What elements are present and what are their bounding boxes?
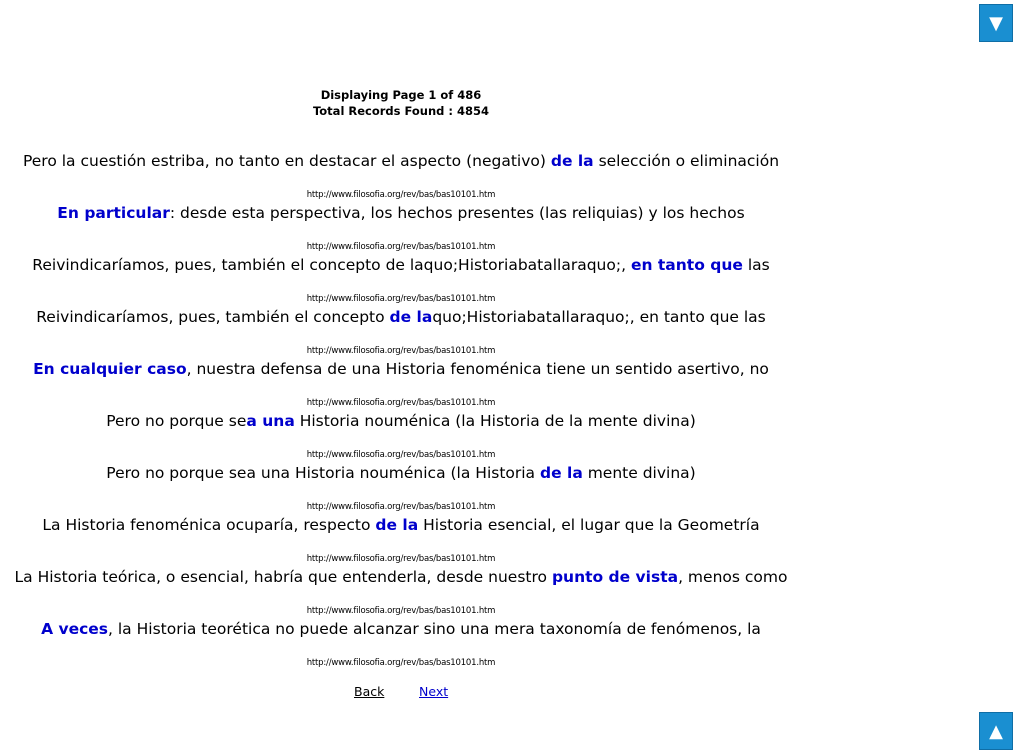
sentence-text: selección o eliminación	[593, 152, 780, 170]
result-source-url: http://www.filosofia.org/rev/bas/bas10101.htm	[306, 502, 496, 512]
sentence-text: La Historia fenoménica ocuparía, respecto	[42, 516, 376, 534]
scroll-down-button[interactable]	[979, 4, 1013, 42]
result-source-url: http://www.filosofia.org/rev/bas/bas10101.htm	[306, 606, 496, 616]
sentence-text: : desde esta perspectiva, los hechos presentes (las reliquias) y los hechos	[169, 204, 745, 222]
result-source-url: http://www.filosofia.org/rev/bas/bas10101.htm	[306, 346, 496, 356]
paging-status: Displaying Page 1 of 486	[320, 88, 482, 102]
sentence-text: , nuestra defensa de una Historia fenoménica tiene un sentido asertivo, no	[186, 360, 769, 378]
sentence-text: las	[742, 256, 770, 274]
triangle-down-icon: ▼	[989, 12, 1003, 34]
result-source-url: http://www.filosofia.org/rev/bas/bas10101.htm	[306, 658, 496, 668]
result-sentence	[0, 255, 802, 275]
result-source-url: http://www.filosofia.org/rev/bas/bas10101.htm	[306, 242, 496, 252]
total-records: Total Records Found : 4854	[312, 104, 490, 118]
search-term-highlight: A veces	[41, 620, 109, 638]
result-source-url: http://www.filosofia.org/rev/bas/bas10101.htm	[306, 294, 496, 304]
result-sentence	[0, 515, 802, 535]
search-term-highlight: de la	[550, 152, 594, 170]
search-term-highlight: de la	[375, 516, 419, 534]
result-sentence	[0, 411, 802, 431]
result-sentence	[0, 619, 802, 639]
search-term-highlight: punto de vista	[551, 568, 679, 586]
scroll-up-button[interactable]	[979, 712, 1013, 750]
result-sentence	[0, 151, 802, 171]
result-sentence	[0, 203, 802, 223]
sentence-text: Pero no porque sea una Historia nouménica (la Historia	[106, 464, 540, 482]
result-sentence	[0, 463, 802, 483]
back-link[interactable]: Back	[354, 684, 385, 699]
search-term-highlight: En cualquier caso	[33, 360, 187, 378]
result-source-url: http://www.filosofia.org/rev/bas/bas10101.htm	[306, 190, 496, 200]
sentence-text: Reivindicaríamos, pues, también el concepto de laquo;Historiabatallaraquo;,	[32, 256, 631, 274]
triangle-up-icon: ▲	[989, 720, 1003, 742]
result-source-url: http://www.filosofia.org/rev/bas/bas10101.htm	[306, 450, 496, 460]
sentence-text: Pero la cuestión estriba, no tanto en destacar el aspecto (negativo)	[22, 152, 551, 170]
result-sentence	[0, 307, 802, 327]
sentence-text: Reivindicaríamos, pues, también el concepto	[36, 308, 390, 326]
search-term-highlight: En particular	[57, 204, 170, 222]
sentence-text: La Historia teórica, o esencial, habría que entenderla, desde nuestro	[14, 568, 552, 586]
result-source-url: http://www.filosofia.org/rev/bas/bas10101.htm	[306, 398, 496, 408]
sentence-text: Historia esencial, el lugar que la Geometría	[418, 516, 760, 534]
sentence-text: mente divina)	[582, 464, 696, 482]
sentence-text: , la Historia teorética no puede alcanzar sino una mera taxonomía de fenómenos, la	[108, 620, 761, 638]
result-sentence	[0, 359, 802, 379]
sentence-text: Pero no porque se	[106, 412, 247, 430]
search-term-highlight: a una	[246, 412, 295, 430]
search-term-highlight: de la	[389, 308, 433, 326]
search-term-highlight: de la	[540, 464, 583, 482]
sentence-text: Historia nouménica (la Historia de la mente divina)	[294, 412, 696, 430]
result-sentence	[0, 567, 802, 587]
search-term-highlight: en tanto que	[630, 256, 743, 274]
next-link[interactable]: Next	[419, 684, 449, 699]
sentence-text: quo;Historiabatallaraquo;, en tanto que las	[432, 308, 766, 326]
sentence-text: , menos como	[678, 568, 788, 586]
result-source-url: http://www.filosofia.org/rev/bas/bas10101.htm	[306, 554, 496, 564]
